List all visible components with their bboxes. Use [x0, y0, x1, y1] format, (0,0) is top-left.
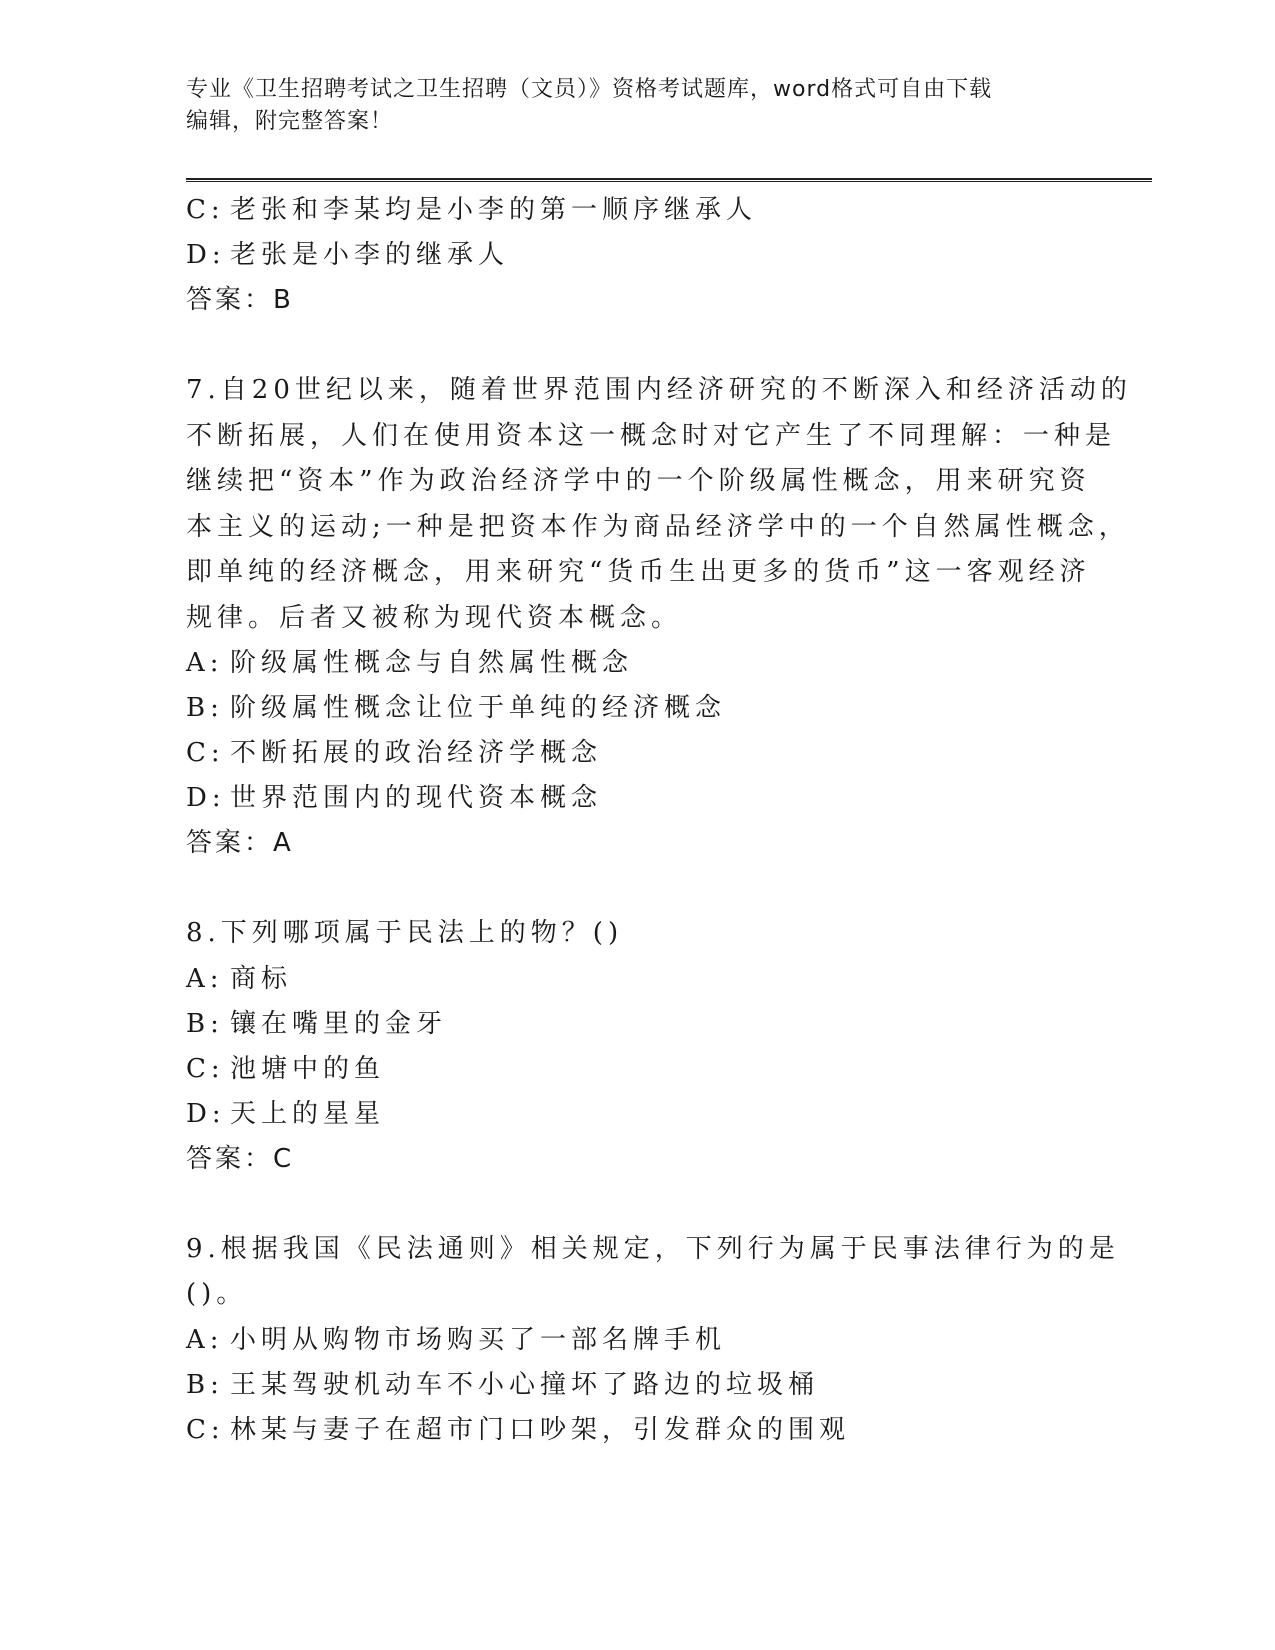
option-d — [186, 776, 1086, 821]
option-d — [186, 233, 1086, 278]
spacer — [186, 1182, 1086, 1227]
question-text — [186, 368, 1132, 641]
option-b — [186, 1363, 1086, 1408]
option-c — [186, 1047, 1086, 1092]
question-text-line: 不断拓展，人们在使用资本这一概念时对它产生了不同理解：一种是 — [186, 420, 1117, 451]
option-text: 老张是小李的继承人 — [230, 240, 510, 270]
answer-line: 答案：B — [186, 285, 294, 315]
option-key: A: — [186, 1324, 224, 1355]
question-text — [186, 1227, 1120, 1318]
question-text — [186, 911, 1066, 957]
question-text-line: 7.自20世纪以来，随着世界范围内经济研究的不断深入和经济活动的 — [186, 375, 1132, 405]
option-text: 王某驾驶机动车不小心撞坏了路边的垃圾桶 — [230, 1369, 820, 1400]
option-key: A: — [186, 963, 224, 994]
header-line-2: 编辑，附完整答案！ — [186, 109, 394, 134]
option-key: B: — [186, 693, 224, 723]
option-c — [186, 1408, 1086, 1453]
option-text: 阶级属性概念与自然属性概念 — [230, 648, 634, 678]
option-key: B: — [186, 1369, 224, 1400]
question-text-line: 即单纯的经济概念，用来研究“货币生出更多的货币”这一客观经济 — [186, 557, 1091, 587]
option-key: B: — [186, 1008, 224, 1039]
question-text-line: 规律。后者又被称为现代资本概念。 — [186, 602, 683, 633]
question-text-line: 本主义的运动;一种是把资本作为商品经济学中的一个自然属性概念， — [186, 511, 1130, 542]
question-text-line: 9.根据我国《民法通则》相关规定，下列行为属于民事法律行为的是 — [186, 1233, 1120, 1264]
option-text: 阶级属性概念让位于单纯的经济概念 — [230, 693, 727, 723]
question-text-line: ()。 — [186, 1279, 248, 1309]
option-key: A: — [186, 648, 224, 678]
header-line-1: 专业《卫生招聘考试之卫生招聘（文员）》资格考试题库，word格式可自由下载 — [186, 77, 993, 102]
question-text-line: 继续把“资本”作为政治经济学中的一个阶级属性概念，用来研究资 — [186, 466, 1091, 496]
page-header — [186, 74, 1066, 138]
option-key: D: — [186, 240, 226, 270]
answer-line: 答案：C — [186, 1143, 295, 1174]
option-text: 商标 — [230, 963, 293, 994]
option-text: 池塘中的鱼 — [230, 1053, 386, 1084]
option-key: D: — [186, 1098, 226, 1129]
question-list — [186, 188, 1132, 1453]
option-key: D: — [186, 783, 226, 813]
option-b — [186, 686, 1086, 731]
spacer — [186, 323, 1086, 368]
option-a — [186, 641, 1086, 686]
option-text: 林某与妻子在超市门口吵架，引发群众的围观 — [230, 1414, 851, 1445]
option-a — [186, 957, 1086, 1002]
option-c — [186, 188, 1086, 233]
option-text: 不断拓展的政治经济学概念 — [230, 738, 603, 768]
option-key: C: — [186, 1053, 225, 1084]
question-text-line: 8.下列哪项属于民法上的物？() — [186, 918, 624, 948]
option-a — [186, 1318, 1086, 1363]
option-c — [186, 731, 1086, 776]
question-7 — [186, 368, 1132, 866]
option-text: 天上的星星 — [230, 1098, 386, 1129]
option-b — [186, 1002, 1086, 1047]
question-6-tail — [186, 188, 1086, 323]
option-d — [186, 1092, 1086, 1137]
answer-line: 答案：A — [186, 828, 294, 858]
option-key: C: — [186, 1414, 225, 1445]
spacer — [186, 866, 1086, 911]
question-8 — [186, 911, 1086, 1182]
option-key: C: — [186, 738, 225, 768]
option-text: 世界范围内的现代资本概念 — [230, 783, 603, 813]
option-key: C: — [186, 195, 225, 225]
header-divider — [186, 178, 1152, 182]
option-text: 小明从购物市场购买了一部名牌手机 — [230, 1324, 727, 1355]
question-9 — [186, 1227, 1120, 1453]
option-text: 镶在嘴里的金牙 — [230, 1008, 448, 1039]
option-text: 老张和李某均是小李的第一顺序继承人 — [230, 195, 758, 225]
